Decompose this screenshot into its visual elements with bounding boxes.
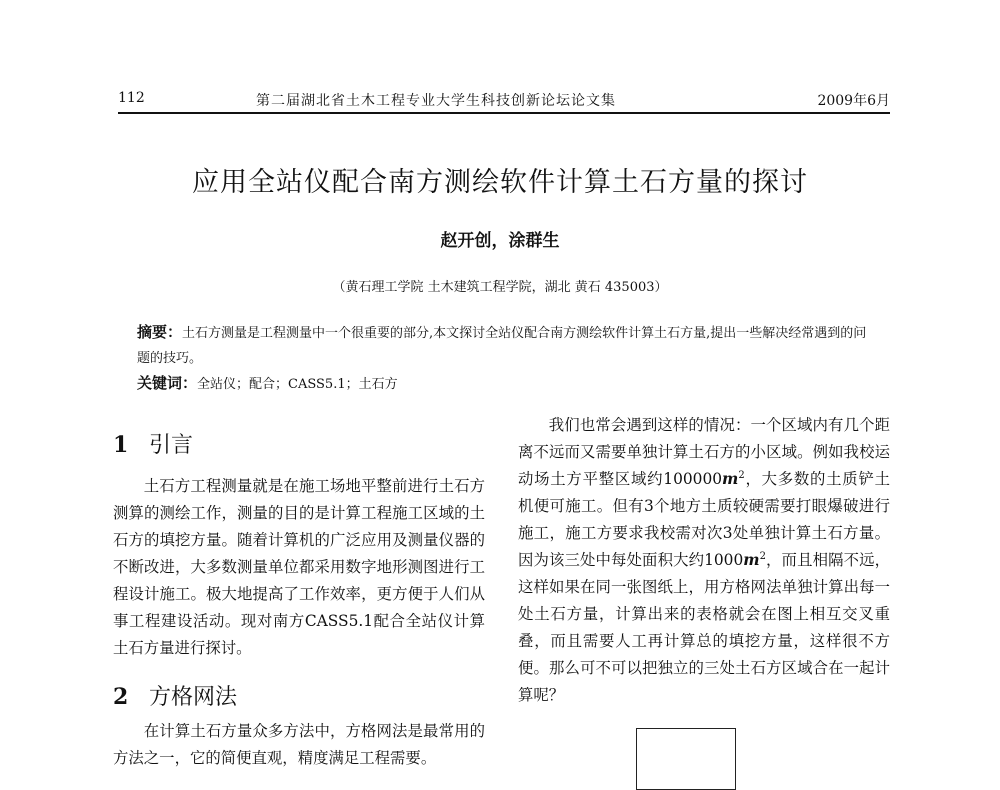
abstract [137, 320, 877, 371]
section-title: 引言 [149, 433, 194, 458]
section-1-paragraph: 土石方工程测量就是在施工场地平整前进行土石方测算的测绘工作，测量的目的是计算工程施工区域的土石方的填挖方量。随着计算机的广泛应用及测量仪器的不断改进，大多数测量单位都采用数字地形测图进行工程设计施工。极大地提高了工作效率，更方便于人们从事工程建设活动。现对南方CASS5.1配合全站仪计算土石方量进行探讨。 [113, 477, 485, 657]
section-number: 1 [113, 432, 129, 458]
superscript-2: 2 [738, 469, 745, 481]
publication-date: 2009年6月 [817, 93, 890, 109]
page-number: 112 [118, 90, 145, 106]
abstract-text: 土石方测量是工程测量中一个很重要的部分,本文探讨全站仪配合南方测绘软件计算土石方量,提出一些解决经常遇到的问题的技巧。 [137, 326, 867, 366]
right-text-part1: 我们也常会遇到这样的情况：一个区域内有几个距离不远而又需要单独计算土石方的小区域。例如我校运动场土方平整区域约100000 [518, 416, 890, 488]
authors: 赵开创，涂群生 [440, 231, 560, 251]
figure-frame [636, 728, 736, 790]
unit-m: m [743, 551, 760, 569]
section-2-paragraph: 在计算土石方量众多方法中，方格网法是最常用的方法之一，它的简便直观，精度满足工程需要。 [113, 722, 485, 767]
running-header [118, 90, 890, 114]
right-text-part2: ，大多数的土质铲土机便可施工。但有3个地方土质较硬需要打眼爆破进行施工，施工方要求我校需对次3处单独计算土石方量。因为该三处中每处面积大约1000 [518, 470, 890, 569]
journal-name: 第二届湖北省土木工程专业大学生科技创新论坛论文集 [256, 93, 616, 109]
section-heading-1 [113, 428, 193, 459]
affiliation: （黄石理工学院 土木建筑工程学院，湖北 黄石 435003） [332, 280, 668, 295]
keywords-text: 全站仪；配合；CASS5.1；土石方 [197, 377, 398, 392]
right-text-part3: ，而且相隔不远，这样如果在同一张图纸上，用方格网法单独计算出每一处土石方量，计算出来的表格就会在图上相互交叉重叠，而且需要人工再计算总的填挖方量，这样很不方便。那么可不可以把独立的三处土石方区域合在一起计算呢？ [518, 551, 890, 704]
section-heading-2 [113, 680, 237, 711]
unit-m: m [722, 470, 739, 488]
keywords-label: 关键词： [137, 374, 198, 392]
superscript-2: 2 [759, 550, 766, 562]
abstract-label: 摘要： [137, 323, 183, 341]
section-title: 方格网法 [149, 685, 238, 710]
paper-title: 应用全站仪配合南方测绘软件计算土石方量的探讨 [192, 167, 808, 198]
section-number: 2 [113, 684, 129, 710]
right-column-paragraph [518, 412, 890, 709]
keywords [137, 372, 398, 393]
